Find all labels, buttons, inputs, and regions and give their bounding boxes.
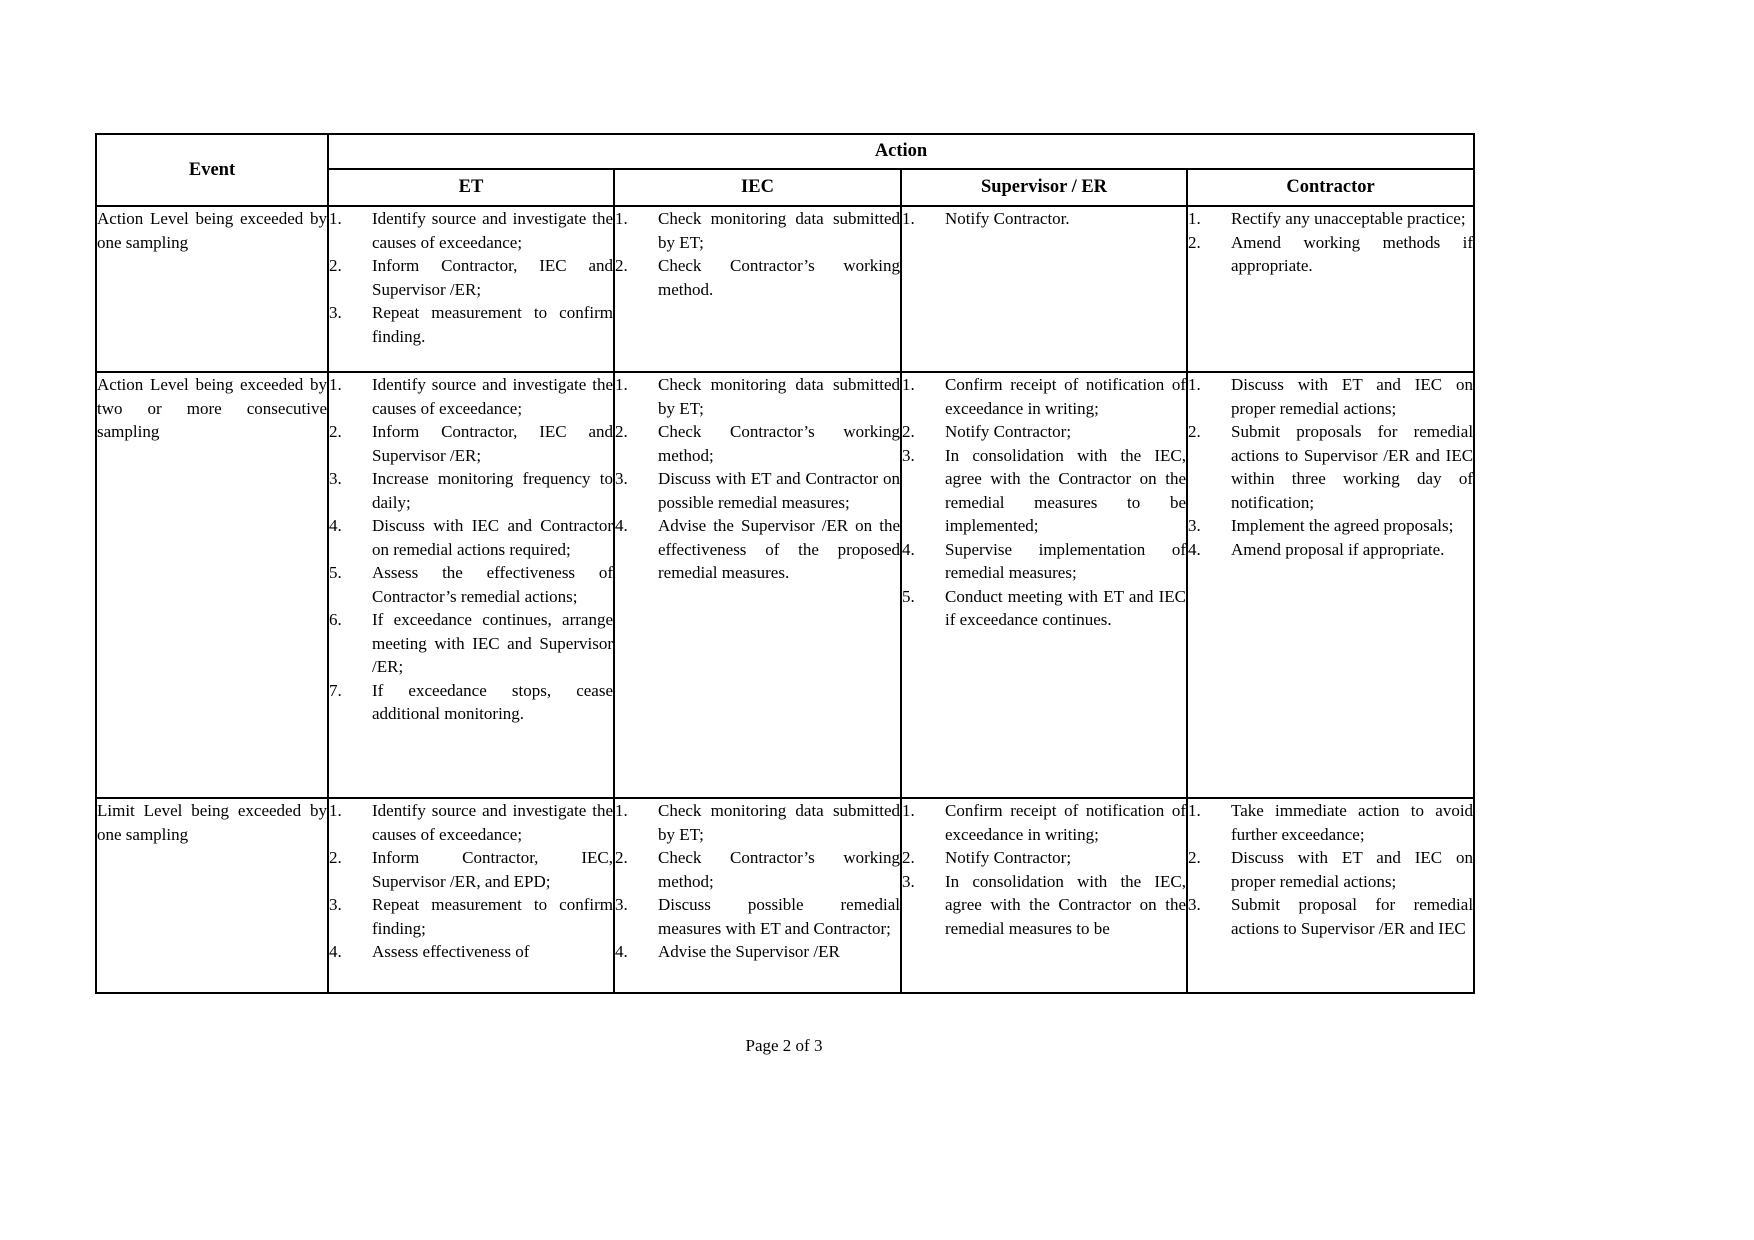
action-item-text: Inform Contractor, IEC and Supervisor /ER; bbox=[372, 256, 613, 299]
page-number: Page 2 of 3 bbox=[745, 1036, 823, 1055]
action-item-text: In consolidation with the IEC, agree with the Contractor on the remedial measures to be bbox=[945, 871, 1186, 938]
action-item bbox=[615, 467, 900, 514]
event-text: Action Level being exceeded by two or more consecutive sampling bbox=[97, 375, 327, 441]
action-item-text: Supervise implementation of remedial measures; bbox=[945, 539, 1186, 582]
action-item bbox=[329, 254, 613, 301]
action-item bbox=[329, 561, 613, 608]
action-item bbox=[329, 301, 613, 348]
table-row bbox=[96, 798, 1474, 993]
action-item bbox=[329, 940, 613, 964]
action-item-number: 3. bbox=[902, 871, 915, 891]
action-item-text: Inform Contractor, IEC, Supervisor /ER, and EPD; bbox=[372, 848, 613, 891]
action-item-text: Notify Contractor; bbox=[945, 848, 1072, 867]
action-item bbox=[1188, 538, 1473, 562]
action-item-text: If exceedance stops, cease additional monitoring. bbox=[372, 680, 613, 723]
action-item-number: 3. bbox=[329, 895, 342, 914]
action-item-number: 7. bbox=[329, 680, 342, 700]
action-item-number: 3. bbox=[1188, 516, 1201, 535]
action-item bbox=[902, 444, 1186, 538]
action-item-text: Check Contractor’s working method; bbox=[658, 422, 900, 465]
action-item-text: Check monitoring data submitted by ET; bbox=[658, 801, 900, 844]
contractor-cell bbox=[1187, 206, 1474, 372]
action-item-text: Notify Contractor; bbox=[945, 422, 1072, 441]
action-item-text: Confirm receipt of notification of exceedance in writing; bbox=[945, 375, 1186, 418]
action-item bbox=[902, 846, 1186, 870]
action-item-number: 3. bbox=[329, 303, 342, 322]
action-item-text: In consolidation with the IEC, agree with the Contractor on the remedial measures to be implemented; bbox=[945, 445, 1186, 535]
contractor-cell bbox=[1187, 372, 1474, 798]
action-item bbox=[615, 893, 900, 940]
action-item-number: 2. bbox=[615, 848, 628, 867]
action-item-number: 2. bbox=[1188, 232, 1201, 252]
action-item-text: Discuss with IEC and Contractor on remedial actions required; bbox=[372, 516, 613, 559]
action-item bbox=[1188, 231, 1473, 278]
action-item-number: 2. bbox=[1188, 848, 1201, 867]
action-item-text: Amend working methods if appropriate. bbox=[1231, 232, 1474, 275]
action-item-text: Discuss with ET and IEC on proper remedial actions; bbox=[1231, 848, 1474, 891]
action-item bbox=[329, 608, 613, 679]
action-item-number: 2. bbox=[1188, 422, 1201, 441]
action-item-number: 4. bbox=[329, 942, 342, 961]
supervisor-er-cell bbox=[901, 798, 1187, 993]
column-header-supervisor-er: Supervisor / ER bbox=[901, 169, 1187, 206]
header-row-action bbox=[96, 134, 1474, 169]
action-item-text: Notify Contractor. bbox=[945, 209, 1070, 228]
action-item-text: Amend proposal if appropriate. bbox=[1231, 539, 1445, 559]
action-item-number: 4. bbox=[615, 942, 628, 961]
event-cell bbox=[96, 372, 328, 798]
action-item-number: 4. bbox=[329, 516, 342, 535]
action-item-text: Advise the Supervisor /ER bbox=[658, 942, 840, 961]
action-item bbox=[902, 420, 1186, 444]
action-item-text: Assess the effectiveness of Contractor’s remedial actions; bbox=[372, 563, 613, 606]
action-item-number: 3. bbox=[902, 445, 915, 465]
action-item-number: 1. bbox=[615, 375, 628, 394]
iec-cell bbox=[614, 206, 901, 372]
action-item-text: Repeat measurement to confirm finding. bbox=[372, 303, 613, 346]
action-item bbox=[902, 373, 1186, 420]
action-item bbox=[615, 254, 900, 301]
action-plan-table bbox=[95, 133, 1475, 994]
event-cell bbox=[96, 206, 328, 372]
action-item-number: 6. bbox=[329, 610, 342, 629]
event-text: Limit Level being exceeded by one sampling bbox=[97, 801, 327, 844]
action-item-number: 2. bbox=[329, 256, 342, 275]
action-item-text: Implement the agreed proposals; bbox=[1231, 516, 1454, 535]
action-item-text: If exceedance continues, arrange meeting with IEC and Supervisor /ER; bbox=[372, 610, 613, 676]
action-item-text: Increase monitoring frequency to daily; bbox=[372, 469, 613, 512]
action-item bbox=[329, 799, 613, 846]
action-item bbox=[1188, 893, 1473, 940]
action-item-number: 1. bbox=[329, 209, 342, 228]
action-item-text: Confirm receipt of notification of exceedance in writing; bbox=[945, 801, 1186, 844]
action-item-text: Discuss with ET and IEC on proper remedial actions; bbox=[1231, 375, 1474, 418]
action-item-number: 2. bbox=[902, 422, 915, 441]
action-item-number: 1. bbox=[902, 209, 915, 228]
event-cell bbox=[96, 798, 328, 993]
action-item-text: Check Contractor’s working method; bbox=[658, 848, 900, 891]
action-item-number: 4. bbox=[615, 516, 628, 535]
supervisor-er-cell bbox=[901, 372, 1187, 798]
action-item bbox=[1188, 373, 1473, 420]
supervisor-er-cell bbox=[901, 206, 1187, 372]
action-item-text: Check monitoring data submitted by ET; bbox=[658, 209, 900, 252]
action-item-text: Identify source and investigate the causes of exceedance; bbox=[372, 209, 613, 252]
action-item-number: 2. bbox=[329, 848, 342, 867]
action-item-text: Conduct meeting with ET and IEC if exceedance continues. bbox=[945, 586, 1186, 629]
column-header-contractor: Contractor bbox=[1187, 169, 1474, 206]
action-item bbox=[1188, 514, 1473, 538]
action-item-text: Check Contractor’s working method. bbox=[658, 256, 900, 299]
action-item bbox=[329, 679, 613, 726]
column-header-et: ET bbox=[328, 169, 614, 206]
action-item-number: 1. bbox=[329, 801, 342, 820]
action-item bbox=[615, 420, 900, 467]
action-item-number: 4. bbox=[902, 539, 915, 559]
action-item-number: 3. bbox=[615, 469, 628, 488]
action-item-number: 1. bbox=[329, 375, 342, 394]
iec-cell bbox=[614, 798, 901, 993]
action-item-text: Identify source and investigate the causes of exceedance; bbox=[372, 801, 613, 844]
table-row bbox=[96, 372, 1474, 798]
action-item-number: 2. bbox=[615, 422, 628, 441]
action-item bbox=[902, 799, 1186, 846]
action-item bbox=[615, 514, 900, 585]
action-item bbox=[615, 940, 900, 964]
action-item-number: 4. bbox=[1188, 539, 1201, 559]
action-item bbox=[1188, 420, 1473, 514]
table-row bbox=[96, 206, 1474, 372]
action-item bbox=[902, 538, 1186, 585]
action-item-text: Inform Contractor, IEC and Supervisor /ER; bbox=[372, 422, 613, 465]
action-item-number: 1. bbox=[1188, 801, 1201, 820]
action-item-number: 3. bbox=[329, 469, 342, 488]
action-item-number: 1. bbox=[902, 801, 915, 820]
action-item bbox=[615, 846, 900, 893]
action-item bbox=[329, 420, 613, 467]
action-item-text: Assess effectiveness of bbox=[372, 942, 530, 961]
contractor-cell bbox=[1187, 798, 1474, 993]
column-header-action: Action bbox=[328, 134, 1474, 169]
action-item-number: 1. bbox=[902, 375, 915, 394]
action-item-text: Repeat measurement to confirm finding; bbox=[372, 895, 613, 938]
action-item-text: Submit proposal for remedial actions to Supervisor /ER and IEC bbox=[1231, 895, 1474, 938]
action-item-number: 1. bbox=[615, 209, 628, 228]
action-item bbox=[329, 514, 613, 561]
column-header-event: Event bbox=[96, 134, 328, 206]
action-item-number: 3. bbox=[615, 895, 628, 914]
action-item bbox=[1188, 799, 1473, 846]
iec-cell bbox=[614, 372, 901, 798]
action-item bbox=[902, 585, 1186, 632]
action-item-text: Discuss with ET and Contractor on possible remedial measures; bbox=[658, 469, 900, 512]
et-cell bbox=[328, 372, 614, 798]
action-item-text: Discuss possible remedial measures with ET and Contractor; bbox=[658, 895, 900, 938]
action-item-number: 5. bbox=[902, 586, 915, 606]
column-header-iec: IEC bbox=[614, 169, 901, 206]
action-item-number: 3. bbox=[1188, 895, 1201, 914]
action-item-text: Take immediate action to avoid further exceedance; bbox=[1231, 801, 1474, 844]
action-item bbox=[329, 373, 613, 420]
et-cell bbox=[328, 206, 614, 372]
action-item-number: 1. bbox=[1188, 375, 1201, 394]
action-item bbox=[329, 846, 613, 893]
action-item bbox=[615, 207, 900, 254]
action-item-text: Rectify any unacceptable practice; bbox=[1231, 209, 1466, 228]
et-cell bbox=[328, 798, 614, 993]
action-item-number: 1. bbox=[1188, 209, 1201, 228]
action-item-text: Check monitoring data submitted by ET; bbox=[658, 375, 900, 418]
action-item-text: Submit proposals for remedial actions to Supervisor /ER and IEC within three working day of notification; bbox=[1231, 422, 1474, 512]
action-item bbox=[1188, 846, 1473, 893]
action-item bbox=[615, 373, 900, 420]
action-item-text: Identify source and investigate the causes of exceedance; bbox=[372, 375, 613, 418]
action-item-number: 2. bbox=[902, 848, 915, 867]
action-item bbox=[329, 893, 613, 940]
action-item bbox=[329, 207, 613, 254]
action-item bbox=[902, 870, 1186, 941]
action-item-number: 2. bbox=[615, 256, 628, 275]
action-item-number: 1. bbox=[615, 801, 628, 820]
action-item bbox=[1188, 207, 1473, 231]
action-item-number: 2. bbox=[329, 422, 342, 441]
action-item-number: 5. bbox=[329, 563, 342, 582]
action-item-text: Advise the Supervisor /ER on the effectiveness of the proposed remedial measures. bbox=[658, 516, 900, 582]
action-item bbox=[615, 799, 900, 846]
event-text: Action Level being exceeded by one sampling bbox=[97, 209, 327, 252]
action-item bbox=[329, 467, 613, 514]
action-item bbox=[902, 207, 1186, 231]
